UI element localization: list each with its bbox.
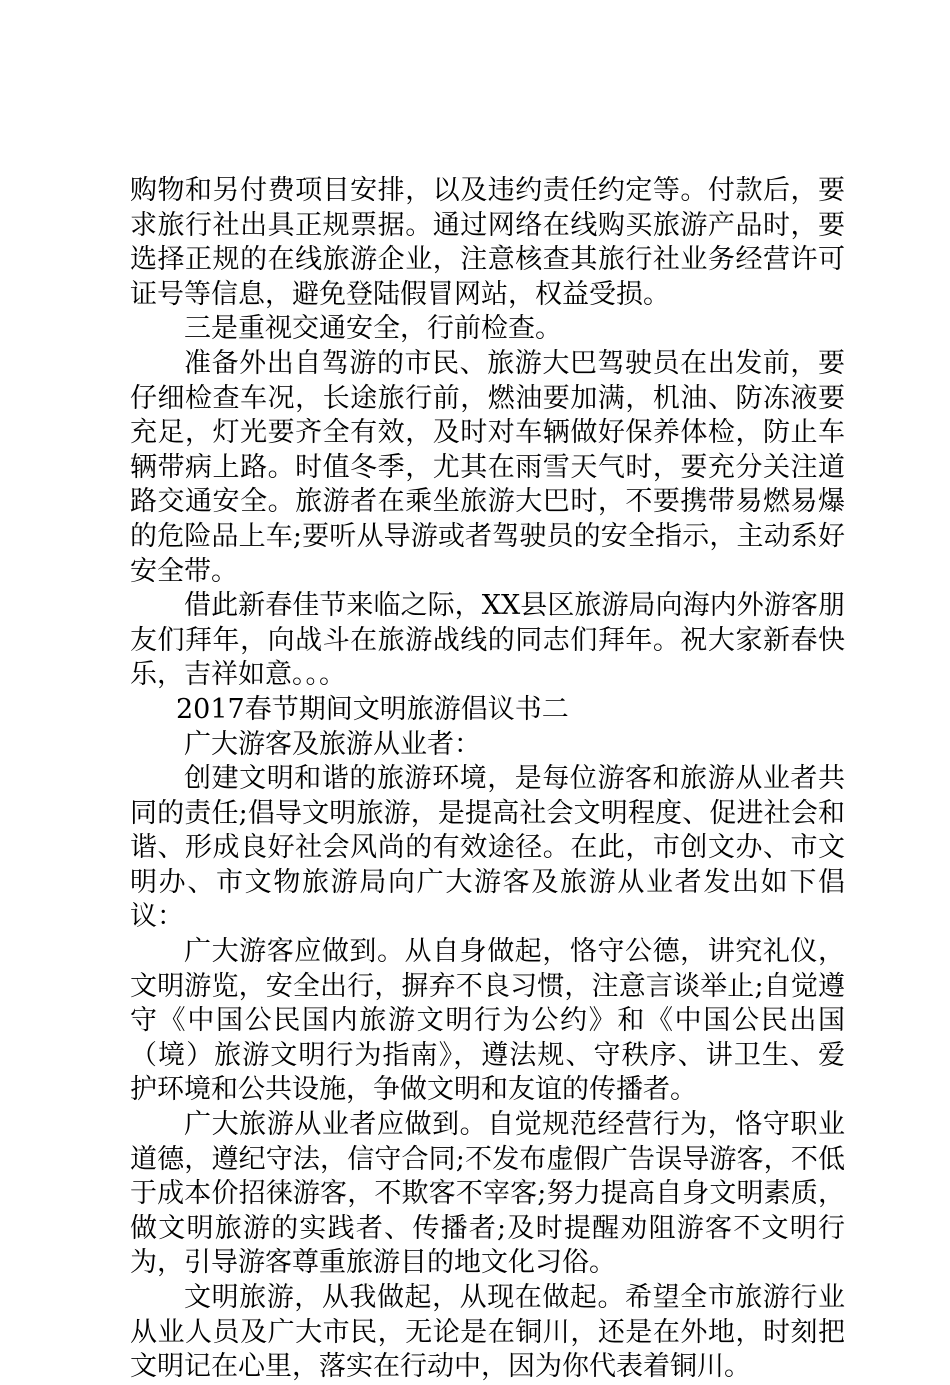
paragraph-new-year-greeting: 借此新春佳节来临之际，XX县区旅游局向海内外游客朋友们拜年，向战斗在旅游战线的同志们拜年。祝大家新春快乐，吉祥如意。。。 <box>130 590 845 691</box>
paragraph-salutation: 广大游客及旅游从业者： <box>184 728 481 760</box>
document-body <box>130 174 845 1385</box>
paragraph-self-drive-check: 准备外出自驾游的市民、旅游大巴驾驶员在出发前，要仔细检查车况，长途旅行前，燃油要加满，机油、防冻液要充足，灯光要齐全有效，及时对车辆做好保养体检，防止车辆带病上路。时值冬季，尤其在雨雪天气时，要充分关注道路交通安全。旅游者在乘坐旅游大巴时，不要携带易燃易爆的危险品上车;要听从导游或者驾驶员的安全指示，主动系好安全带。 <box>130 347 845 587</box>
paragraph-civilized-environment: 创建文明和谐的旅游环境，是每位游客和旅游从业者共同的责任;倡导文明旅游，是提高社会文明程度、促进社会和谐、形成良好社会风尚的有效途径。在此，市创文办、市文明办、市文物旅游局向广大游客及旅游从业者发出如下倡议： <box>130 763 845 933</box>
document-title-proposal-two: 2017春节期间文明旅游倡议书二 <box>176 693 569 725</box>
paragraph-practitioners-duties: 广大旅游从业者应做到。自觉规范经营行为，恪守职业道德，遵纪守法，信守合同;不发布虚假广告误导游客，不低于成本价招徕游客，不欺客不宰客;努力提高自身文明素质，做文明旅游的实践者、传播者;及时提醒劝阻游客不文明行为，引导游客尊重旅游目的地文化习俗。 <box>130 1109 845 1279</box>
paragraph-closing-appeal: 文明旅游，从我做起，从现在做起。希望全市旅游行业从业人员及广大市民，无论是在铜川，还是在外地，时刻把文明记在心里，落实在行动中，因为你代表着铜川。 <box>130 1282 845 1383</box>
paragraph-traffic-safety-heading: 三是重视交通安全，行前检查。 <box>184 313 562 345</box>
paragraph-shopping-contract: 购物和另付费项目安排，以及违约责任约定等。付款后，要求旅行社出具正规票据。通过网络在线购买旅游产品时，要选择正规的在线旅游企业，注意核查其旅行社业务经营许可证号等信息，避免登陆假冒网站，权益受损。 <box>130 175 845 310</box>
paragraph-tourists-duties: 广大游客应做到。从自身做起，恪守公德，讲究礼仪，文明游览，安全出行，摒弃不良习惯，注意言谈举止;自觉遵守《中国公民国内旅游文明行为公约》和《中国公民出国（境）旅游文明行为指南》，遵法规、守秩序、讲卫生、爱护环境和公共设施，争做文明和友谊的传播者。 <box>130 936 845 1106</box>
